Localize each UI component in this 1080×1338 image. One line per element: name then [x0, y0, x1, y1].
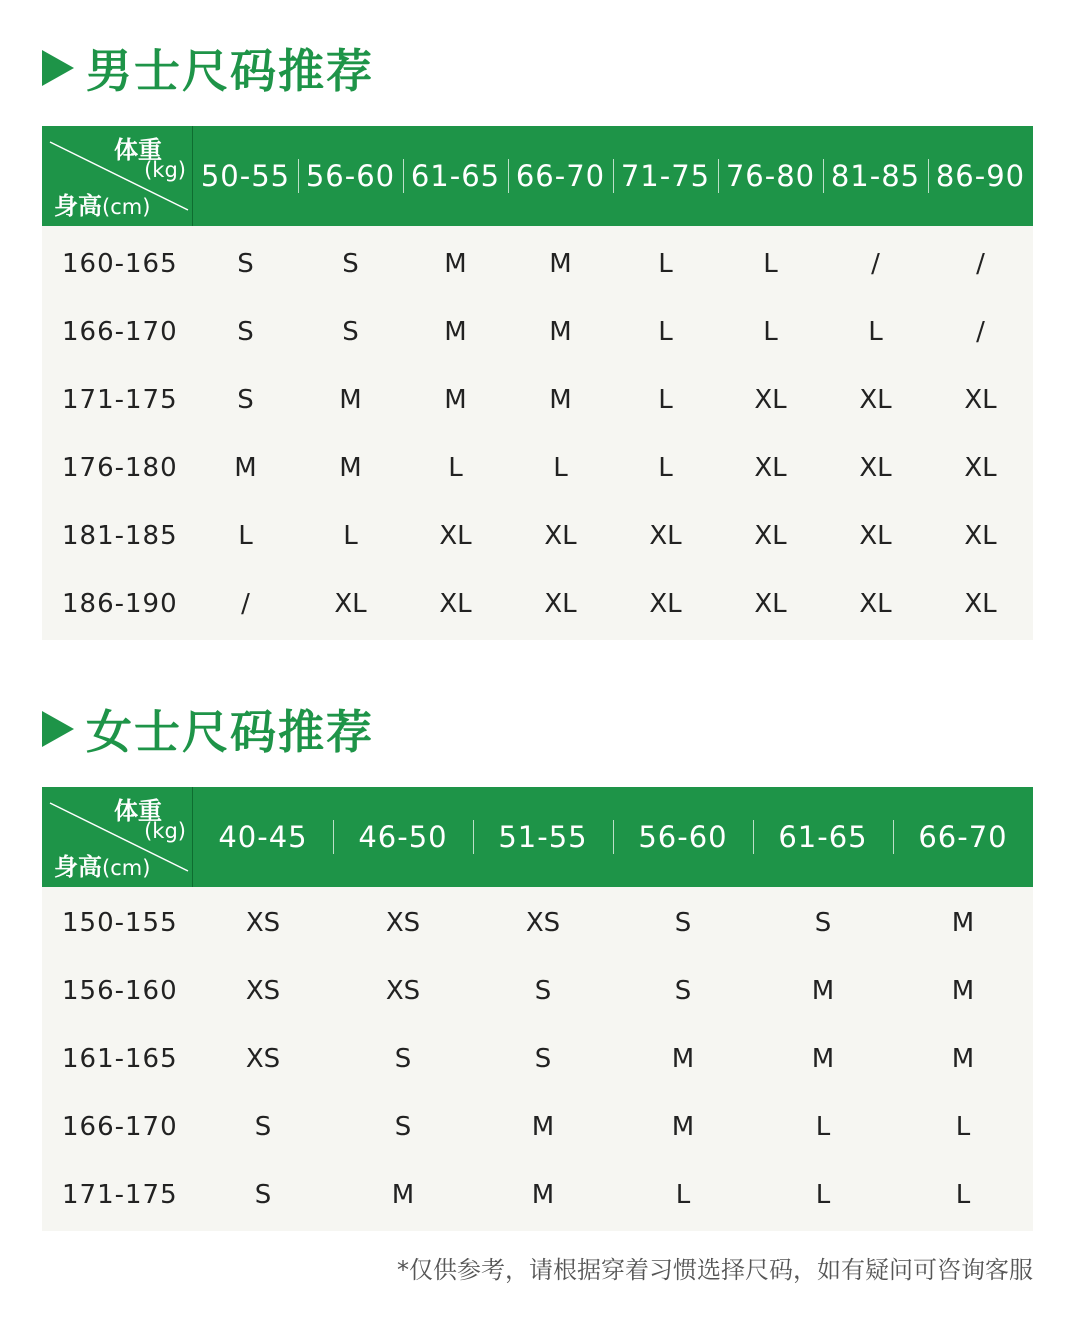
table-row [42, 1093, 1033, 1161]
size-cell: L [763, 249, 778, 279]
size-cell: S [674, 908, 692, 938]
height-range-label: 166-170 [62, 1112, 178, 1142]
height-range-label: 156-160 [62, 976, 178, 1006]
size-cell: L [868, 317, 883, 347]
size-cell: XL [754, 521, 787, 551]
size-cell: L [448, 453, 463, 483]
height-unit: (cm) [102, 856, 151, 880]
weight-unit: (kg) [144, 819, 186, 843]
height-range-label: 160-165 [62, 249, 178, 279]
size-cell: XL [334, 589, 367, 619]
size-cell: M [951, 908, 975, 938]
size-cell: / [871, 249, 880, 279]
size-cell: S [394, 1112, 412, 1142]
height-range-label: 186-190 [62, 589, 178, 619]
size-cell: S [342, 317, 359, 347]
weight-unit: (kg) [144, 158, 186, 182]
weight-column-header: 86-90 [928, 159, 1033, 193]
size-cell: XL [964, 453, 997, 483]
women-corner-header [42, 787, 193, 887]
size-cell: XL [754, 589, 787, 619]
size-cell: L [955, 1112, 971, 1142]
size-cell: M [531, 1180, 555, 1210]
size-cell: XS [245, 908, 281, 938]
size-cell: S [342, 249, 359, 279]
size-cell: M [811, 1044, 835, 1074]
size-cell: S [534, 976, 552, 1006]
size-cell: / [241, 589, 250, 619]
table-row [42, 1025, 1033, 1093]
size-cell: XS [245, 976, 281, 1006]
men-corner-header [42, 126, 193, 226]
size-cell: XL [859, 453, 892, 483]
play-triangle-icon [42, 50, 74, 86]
size-cell: M [339, 385, 362, 415]
size-cell: XL [544, 589, 577, 619]
size-cell: S [394, 1044, 412, 1074]
size-cell: M [671, 1112, 695, 1142]
size-cell: XL [964, 385, 997, 415]
size-cell: XL [439, 521, 472, 551]
size-cell: XL [964, 589, 997, 619]
size-cell: M [549, 249, 572, 279]
size-cell: M [391, 1180, 415, 1210]
weight-column-header: 56-60 [298, 159, 403, 193]
table-row [42, 434, 1033, 502]
size-cell: M [234, 453, 257, 483]
size-cell: M [951, 1044, 975, 1074]
height-range-label: 181-185 [62, 521, 178, 551]
table-row [42, 1161, 1033, 1229]
weight-column-header: 61-65 [403, 159, 508, 193]
size-cell: S [254, 1112, 272, 1142]
size-cell: XL [754, 385, 787, 415]
size-cell: M [951, 976, 975, 1006]
weight-column-header: 56-60 [613, 820, 753, 854]
weight-column-header: 40-45 [218, 820, 308, 854]
height-range-label: 171-175 [62, 1180, 178, 1210]
men-table-body [42, 226, 1033, 640]
size-cell: XL [649, 589, 682, 619]
size-cell: / [976, 249, 985, 279]
weight-column-header: 66-70 [893, 820, 1033, 854]
size-cell: L [955, 1180, 971, 1210]
size-cell: S [237, 385, 254, 415]
table-row [42, 298, 1033, 366]
weight-label: 体重 [114, 797, 162, 825]
weight-column-header: 50-55 [200, 159, 291, 193]
height-range-label: 176-180 [62, 453, 178, 483]
disclaimer-note: *仅供参考，请根据穿着习惯选择尺码，如有疑问可咨询客服 [397, 1256, 1033, 1284]
weight-column-header: 71-75 [613, 159, 718, 193]
size-cell: / [976, 317, 985, 347]
size-cell: M [549, 317, 572, 347]
height-range-label: 171-175 [62, 385, 178, 415]
size-cell: M [531, 1112, 555, 1142]
men-size-table [42, 126, 1033, 640]
size-cell: S [534, 1044, 552, 1074]
size-cell: XL [649, 521, 682, 551]
size-cell: XS [245, 1044, 281, 1074]
height-unit: (cm) [102, 195, 151, 219]
table-row [42, 230, 1033, 298]
play-triangle-icon [42, 711, 74, 747]
weight-column-header: 51-55 [473, 820, 613, 854]
men-title-text: 男士尺码推荐 [86, 44, 374, 98]
size-cell: S [814, 908, 832, 938]
size-cell: S [254, 1180, 272, 1210]
height-range-label: 166-170 [62, 317, 178, 347]
women-table-body [42, 887, 1033, 1231]
size-cell: XL [859, 521, 892, 551]
size-cell: M [444, 385, 467, 415]
size-cell: M [549, 385, 572, 415]
men-section-title [42, 38, 374, 98]
size-cell: L [815, 1180, 831, 1210]
table-row [42, 502, 1033, 570]
size-cell: L [553, 453, 568, 483]
size-cell: L [658, 317, 673, 347]
size-cell: XL [964, 521, 997, 551]
women-section-title [42, 699, 374, 759]
size-cell: L [343, 521, 358, 551]
weight-column-header: 76-80 [718, 159, 823, 193]
size-cell: L [675, 1180, 691, 1210]
size-cell: L [658, 453, 673, 483]
size-cell: S [674, 976, 692, 1006]
men-weight-columns [193, 126, 1033, 226]
size-cell: M [339, 453, 362, 483]
height-label: 身高(cm) [54, 853, 151, 881]
size-cell: XL [754, 453, 787, 483]
women-title-text: 女士尺码推荐 [86, 705, 374, 759]
size-cell: L [658, 249, 673, 279]
table-row [42, 366, 1033, 434]
weight-column-header: 46-50 [333, 820, 473, 854]
size-cell: XS [385, 976, 421, 1006]
table-row [42, 957, 1033, 1025]
size-cell: M [671, 1044, 695, 1074]
women-weight-columns [193, 787, 1033, 887]
table-row [42, 570, 1033, 638]
size-cell: M [444, 249, 467, 279]
size-cell: XL [859, 385, 892, 415]
size-cell: L [658, 385, 673, 415]
women-size-table [42, 787, 1033, 1231]
size-cell: XS [525, 908, 561, 938]
women-table-header [42, 787, 1033, 887]
table-row [42, 889, 1033, 957]
size-cell: L [815, 1112, 831, 1142]
size-cell: XL [859, 589, 892, 619]
size-cell: S [237, 249, 254, 279]
size-cell: M [811, 976, 835, 1006]
height-range-label: 150-155 [62, 908, 178, 938]
height-range-label: 161-165 [62, 1044, 178, 1074]
size-cell: S [237, 317, 254, 347]
size-cell: XL [439, 589, 472, 619]
weight-label: 体重 [114, 136, 162, 164]
size-cell: XL [544, 521, 577, 551]
size-cell: M [444, 317, 467, 347]
height-label: 身高(cm) [54, 192, 151, 220]
size-cell: L [238, 521, 253, 551]
weight-column-header: 81-85 [823, 159, 928, 193]
weight-column-header: 61-65 [753, 820, 893, 854]
men-table-header [42, 126, 1033, 226]
size-cell: L [763, 317, 778, 347]
weight-column-header: 66-70 [508, 159, 613, 193]
size-cell: XS [385, 908, 421, 938]
